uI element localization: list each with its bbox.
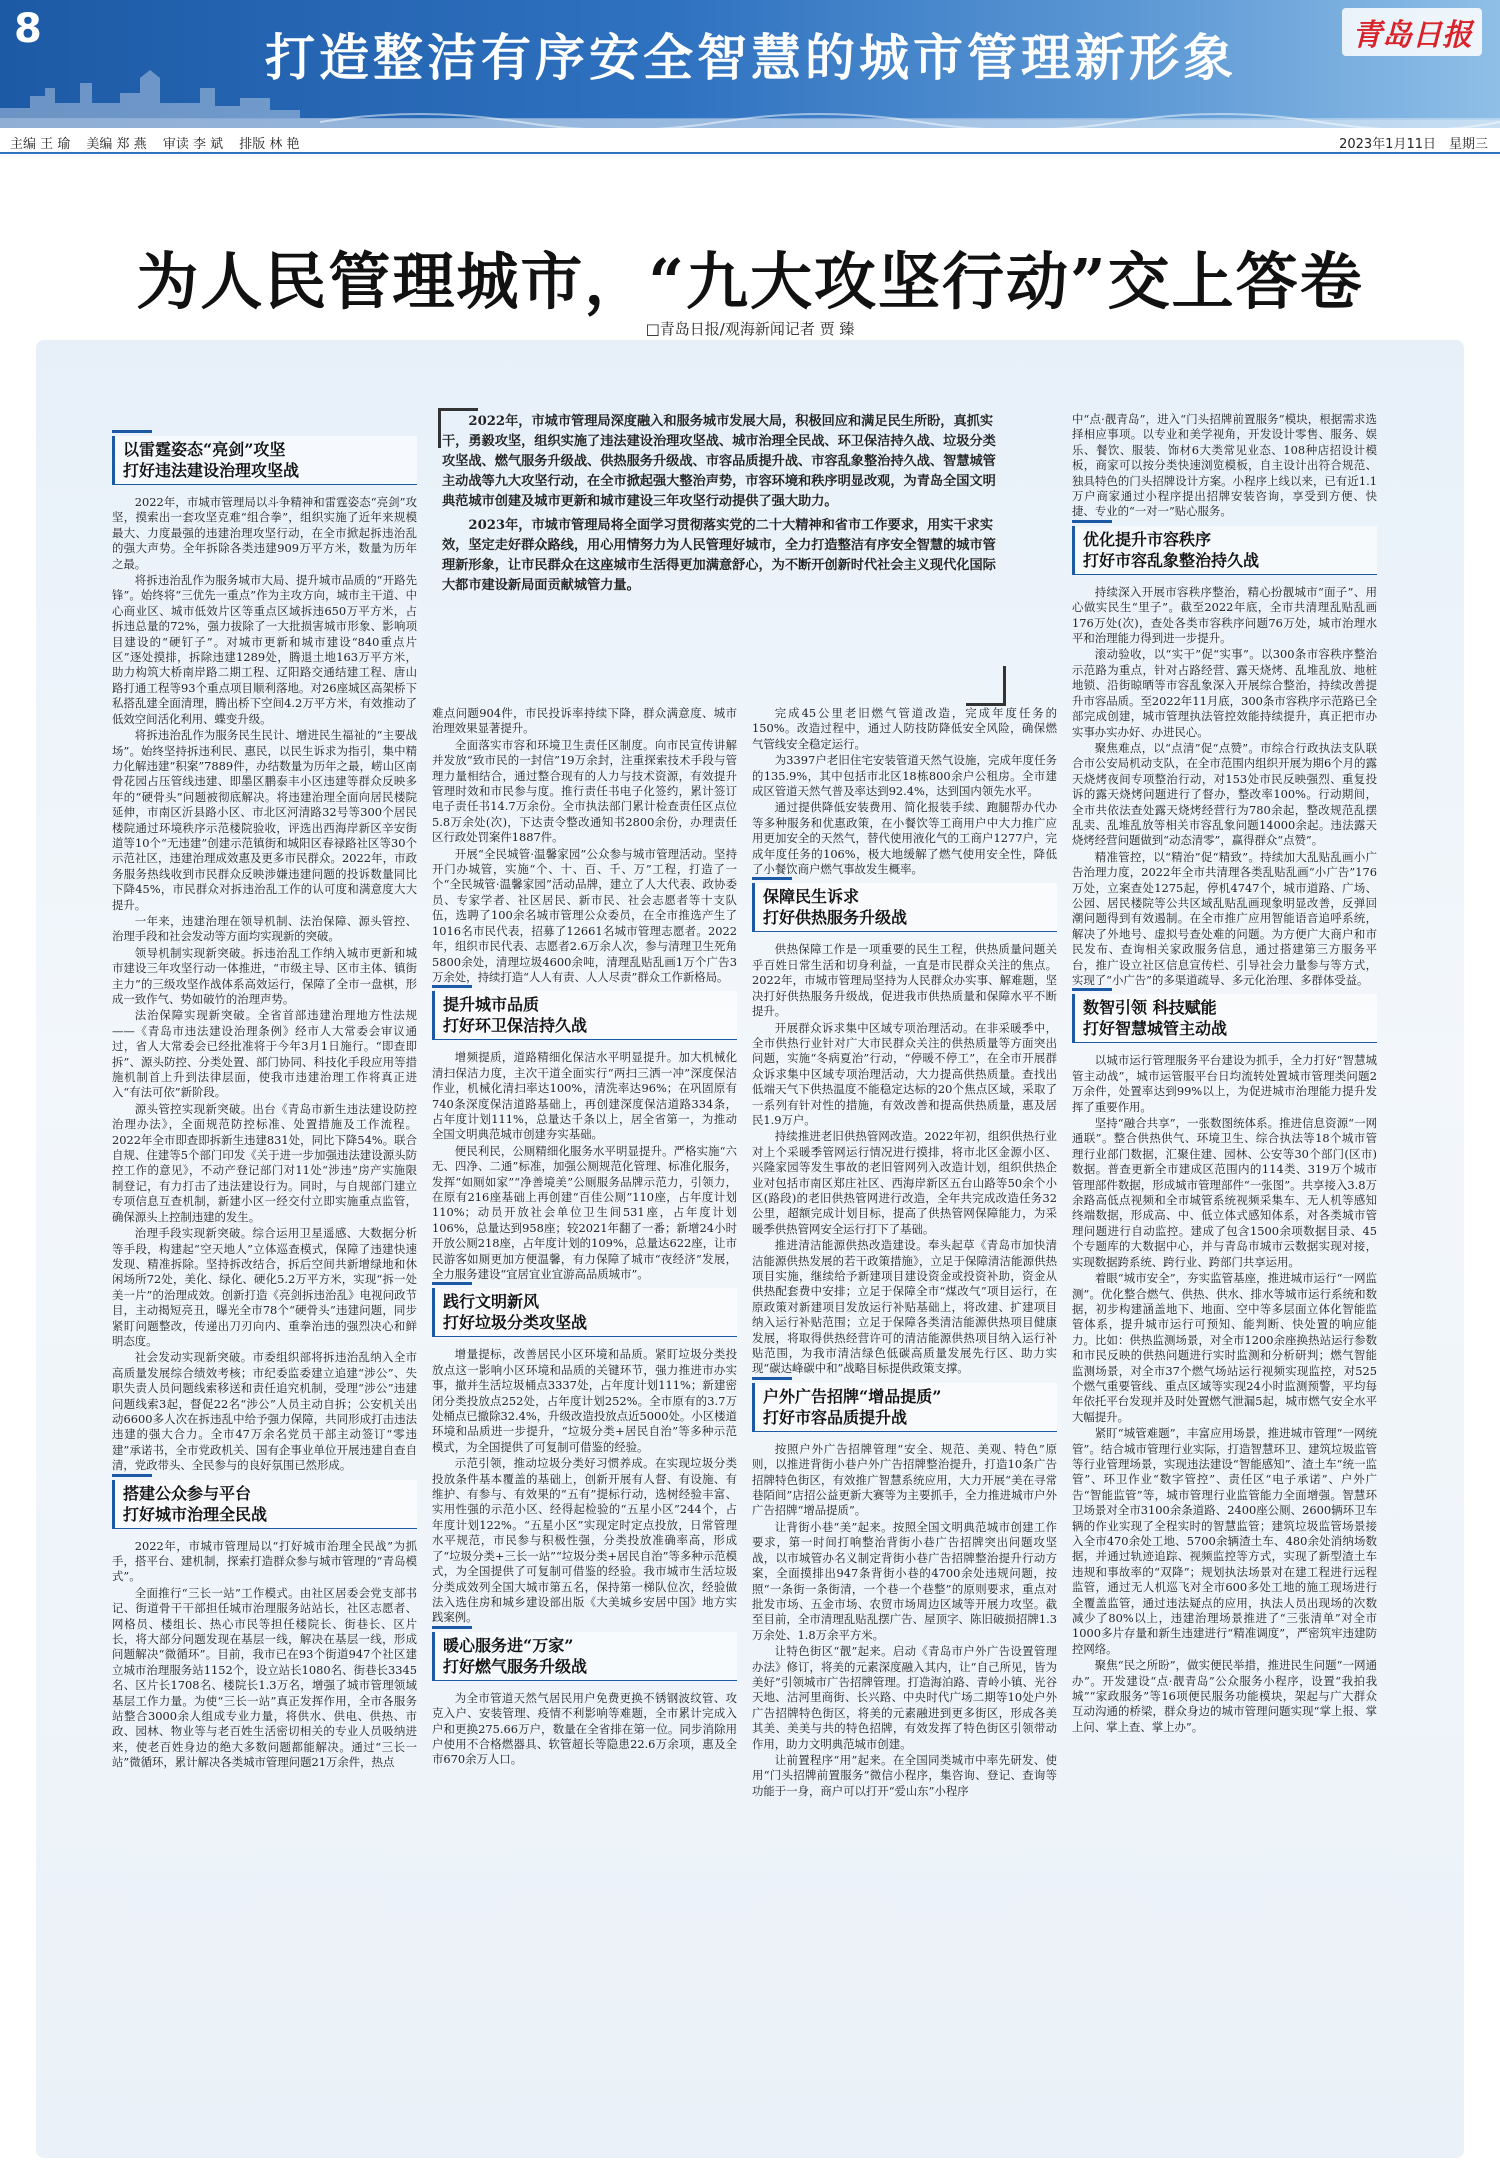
paragraph: 治理手段实现新突破。综合运用卫星遥感、大数据分析等手段，构建起“空天地人”立体巡查模式，保障了违建快速发现、精准拆除。坚持拆改结合，拆后空间共新增绿地和休闲场所72处，美化、绿化、硬化5.2万平方米，实现“拆一处美一片”的治理成效。创新打造《亮剑拆违治乱》电视问政节目，主动揭短亮丑，曝光全市78个“硬骨头”违建问题，同步紧盯问题整改，传递出刀刃向内、重拳治违的强烈决心和鲜明态度。 — [112, 1226, 417, 1348]
paragraph: 难点问题904件，市民投诉率持续下降，群众满意度、城市治理效果显著提升。 — [432, 706, 737, 736]
column-2 — [432, 706, 737, 1769]
paragraph: 以城市运行管理服务平台建设为抓手，全力打好“智慧城管主动战”，城市运管服平台日均流转处置城市管理类问题2万余件，处置率达到99%以上，为促进城市治理能力提升发挥了重要作用。 — [1072, 1053, 1377, 1114]
paragraph: 社会发动实现新突破。市委组织部将拆违治乱纳入全市高质量发展综合绩效考核；市纪委监委建立追建“涉公”、失职失责人员问题线索移送和责任追究机制，受理“涉公”违建问题线索3起，督促22名“涉公”人员主动自拆；公安机关出动6600多人次在拆违乱中给予强力保障，共同形成打击违法违建的强大合力。全市47万余名党员干部主动签订“零违建”承诺书，全市党政机关、国有企事业单位开展违建自查自清，党政带头、全民参与的良好氛围已然形成。 — [112, 1350, 417, 1473]
section-heading — [1072, 994, 1377, 1043]
section-heading — [752, 1383, 1057, 1432]
issue-date: 2023年1月11日 星期三 — [1339, 137, 1488, 152]
paragraph: 聚焦难点，以“点清”促“点赞”。市综合行政执法支队联合市公安局机动支队，在全市范围内组织开展为期6个月的露天烧烤夜间专项整治行动，对153处市民反映强烈、重复投诉的露天烧烤问题进行了督办，整改率100%。行动期间，全市共依法查处露天烧烤经营行为780余起，整改规范乱摆乱卖、乱堆乱放等相关市容乱象问题14000余起。违法露天烧烤经营问题做到“动态清零”，赢得群众“点赞”。 — [1072, 740, 1377, 848]
section-heading-line: 优化提升市容秩序 — [1083, 529, 1212, 549]
paragraph: 便民利民，公厕精细化服务水平明显提升。严格实施“六无、四净、二通”标准，加强公厕规范化管理、标准化服务，发挥“如厕如家”“净善境美”公厕服务品牌示范力，引领力，在原有216座基础上再创建“百佳公厕”110座，占年度计划110%；动员开放社会单位卫生间531座，占年度计划106%，总量达到958座；较2021年翻了一番；新增24小时开放公厕218座，占年度计划的109%，总量达622座，让市民游客如厕更加方便温馨，有力保障了城市“夜经济”发展，全力服务建设“宜居宜业宜游高品质城市”。 — [432, 1143, 737, 1281]
paragraph: 中“点·靓青岛”，进入“门头招牌前置服务”模块，根据需求选择相应事项。以专业和美学视角，开发设计零售、服务、娱乐、餐饮、服装、饰材6大类常见业态、108种店招设计模板，商家可以按分类快速浏览模板，自主设计出符合规范、独具特色的门头招牌设计方案。小程序上线以来，已有近1.1万户商家通过小程序提出招牌安装咨询，享受到方便、快捷、专业的“一对一”贴心服务。 — [1072, 412, 1377, 519]
section-heading — [1072, 526, 1377, 575]
masthead — [0, 0, 1500, 128]
paragraph: 让特色街区“靓”起来。启动《青岛市户外广告设置管理办法》修订，将美的元素深度融入其内，让“自己所见，皆为美好”引领城市广告招牌管理。打造海泊路、青岭小镇、光谷天地、沽河里商街、长兴路、中央时代广场二期等10处户外广告招牌特色街区，将美的元素融进到更多街区，形成各美其美、美美与共的特色招牌，有效发挥了特色街区引领带动作用，助力文明典范城市创建。 — [752, 1644, 1057, 1751]
paragraph: 紧盯“城管难题”，丰富应用场景，推进城市管理“一网统管”。结合城市管理行业实际，打造智慧环卫、建筑垃圾监管等行业管理场景，实现违法建设“智能感知”、渣土车“统一监管”、环卫作业“数字管控”、责任区“电子承诺”、户外广告“智能监管”等，城市管理行业监管能力全面增强。智慧环卫场景对全市3100余条道路、2400座公厕、2600辆环卫车辆的作业实现了全程实时的智慧监管；建筑垃圾监管场景接入全市470余处工地、5700余辆渣土车、480余处消纳场数据，并通过轨迹追踪、视频监控等方式，实现了新型渣土车违规和事故率的“双降”；规划执法场景对在建工程进行远程监管，通过无人机巡飞对全市600多处工地的施工现场进行全覆盖监管，通过违法疑点的应用，执法人员出现场的次数减少了80%以上，违建治理场景推进了“三张清单”对全市1000多片存量和新生违建进行“精准调度”，严密筑牢违建防控网络。 — [1072, 1426, 1377, 1656]
section-heading-line: 打好供热服务升级战 — [763, 908, 908, 928]
paragraph: 为3397户老旧住宅安装管道天然气设施，完成年度任务的135.9%，其中包括市北区18栋800余户公租房。全市建成区管道天然气普及率达到92.4%，达到国内领先水平。 — [752, 753, 1057, 799]
section-heading-line: 打好市容品质提升战 — [763, 1407, 908, 1427]
credit-editor: 主编 王 瑜 — [10, 137, 71, 152]
section-heading — [112, 1480, 417, 1529]
paragraph: 示范引领，推动垃圾分类好习惯养成。在实现垃圾分类投放条件基本覆盖的基础上，创新开展有人督、有设施、有维护、有参与、有效果的“五有”提标行动，选树经验丰富、实用性强的示范小区、经得起检验的“五星小区”244个，占年度计划122%。“五星小区”实现定时定点投放，日常管理水平规范，市民参与积极性强，分类投放准确率高，形成了“垃圾分类+三长一站”“垃圾分类+居民自治”等多种示范模式，为全国提供了可复制可借鉴的经验。我市城市生活垃圾分类成效列全国大城市第五名，保持第一梯队位次，经验做法入选住房和城乡建设部出版《大美城乡安居中国》地方实践案例。 — [432, 1456, 737, 1625]
paragraph: 为全市管道天然气居民用户免费更换不锈钢波纹管、攻克入户、安装管理、疫情不利影响等难题，全市累计完成入户和更换275.66万户，数量在全省排在第一位。同步消除用户使用不合格燃器具、软管超长等隐患22.6万余项，惠及全市670余万人口。 — [432, 1690, 737, 1767]
section-heading-line: 暖心服务进“万家” — [443, 1635, 574, 1655]
paragraph: 增频提质，道路精细化保洁水平明显提升。加大机械化清扫保洁力度，主次干道全面实行“两扫三洒一冲”深度保洁作业，机械化清扫率达100%，清洗率达96%；在巩固原有740条深度保洁道路基础上，再创建深度保洁道路334条，占年度计划111%，总量达千条以上，居全省第一，为推动全国文明典范城市创建夯实基础。 — [432, 1050, 737, 1142]
paragraph: 一年来，违建治理在领导机制、法治保障、源头管控、治理手段和社会发动等方面均实现新的突破。 — [112, 913, 417, 944]
article-headline: 为人民管理城市，“九大攻坚行动”交上答卷 — [136, 245, 1364, 318]
paragraph: 着眼“城市安全”，夯实监管基座，推进城市运行“一网监测”。优化整合燃气、供热、供水、排水等城市运行系统和数据，初步构建涵盖地下、地面、空中等多层面立体化智能监管体系，提升城市运行可预知、能判断、快处置的响应能力。比如：供热监测场景，对全市1200余座换热站运行参数和市民反映的供热问题进行实时监测和分析研判；燃气智能监测场景，对全市37个燃气场站运行视频实现监控，对525个燃气重要管线、重点区域等实现24小时监测预警，平均每年依托平台发现并及时处置燃气泄漏5起，城市燃气安全水平大幅提升。 — [1072, 1271, 1377, 1424]
column-4 — [1072, 412, 1377, 1736]
section-heading-line: 户外广告招牌“增品提质” — [763, 1386, 942, 1406]
section-heading-line: 提升城市品质 — [443, 995, 540, 1015]
paragraph: 持续深入开展市容秩序整治，精心扮靓城市“面子”、用心做实民生“里子”。截至2022年底，全市共清理乱贴乱画176万处(次)，查处各类市容秩序问题76万处，城市治理水平和治理能力得到进一步提升。 — [1072, 584, 1377, 646]
paragraph: 让背街小巷“美”起来。按照全国文明典范城市创建工作要求，第一时间打响整治背街小巷广告招牌突出问题攻坚战，以市城管办名义制定背街小巷广告招牌整治提升行动方案，全面摸排出947条背街小巷的4700余处违规问题，按照“一条街一条街清，一个巷一个巷整”的原则要求，重点对批发市场、五金市场、农贸市场周边区域等开展力攻坚。截至目前，全市清理乱贴乱摆广告、屋顶字、陈旧破损招牌1.3万余处、1.8万余平方米。 — [752, 1519, 1057, 1642]
paragraph: 开展“全民城管·温馨家园”公众参与城市管理活动。坚持开门办城管，实施“个、十、百、千、万”工程，打造了一个“全民城管·温馨家园”活动品牌，建立了人大代表、政协委员、专家学者、社区居民、新市民、社会志愿者等十支队伍，选聘了100余名城市管理公众委员，在全市推选产生了1016名市民代表，招募了12661名城市管理志愿者。2022年，组织市民代表、志愿者2.6万余人次，参与清理卫生死角5800余处，清理垃圾4600余吨，清理乱贴乱画1万个广告3万余处，持续打造“人人有责、人人尽责”群众工作新格局。 — [432, 846, 737, 984]
article-byline: □青岛日报/观海新闻记者 贾 臻 — [645, 320, 855, 338]
paragraph: 坚持“融合共享”，一张数图统体系。推进信息资源“一网通联”。整合供热供气、环境卫生、综合执法等18个城市管理行业部门数据，汇聚住建、园林、公安等30个部门(区市)数据。普查更新全市建成区范围内的114类、319万个城市管理部件数据，形成城市管理部件“一张图”。共享接入3.8万余路高低点视频和全市城管系统视频采集车、无人机等感知终端数据，形成高、中、低立体式感知体系，对各类城市管理问题进行自动监控。建成了包含1500余项数据目录、45个专题库的大数据中心，并与青岛市城市云数据实现对接，实现数据跨系统、跨行业、跨部门共享运用。 — [1072, 1116, 1377, 1269]
section-heading — [112, 436, 417, 485]
section-heading — [432, 991, 737, 1040]
paragraph: 滚动验收，以“实干”促“实事”。以300条市容秩序整治示范路为重点，针对占路经营、露天烧烤、乱堆乱放、地桩地锁、沿街晾晒等市容乱象深入开展综合整治，持续改善提升市容品质。至2022年11月底，300条市容秩序示范路已全部完成创建，城市管理执法管控效能持续提升，真正把市办实事办实办好、办进民心。 — [1072, 647, 1377, 739]
paragraph: 按照户外广告招牌管理“安全、规范、美观、特色”原则，以推进背街小巷户外广告招牌整治提升，打造10条广告招牌特色街区，有效推广智慧系统应用，大力开展“美在寻常巷陌间”店招公益更新大赛等为主要抓手，全力推进城市户外广告招牌“增品提质”。 — [752, 1441, 1057, 1518]
paragraph: 聚焦“民之所盼”，做实便民举措，推进民生问题“一网通办”。开发建设“点·靓青岛”公众服务小程序，设置“我拍我城”“家政服务”等16项便民服务功能模块，架起与广大群众互动沟通的桥梁，群众身边的城市管理问题实现“掌上报、掌上问、掌上查、掌上办”。 — [1072, 1658, 1377, 1734]
editor-credits — [10, 133, 311, 152]
section-heading-line: 打好城市治理全民战 — [123, 1504, 268, 1524]
section-heading-line: 打好燃气服务升级战 — [443, 1656, 588, 1676]
section-heading-line: 打好市容乱象整治持久战 — [1083, 550, 1260, 570]
paragraph: 供热保障工作是一项重要的民生工程，供热质量问题关乎百姓日常生活和切身利益，一直是市民群众关注的焦点。2022年，市城市管理局坚持为人民群众办实事、解难题，坚决打好供热服务升级战，促进我市供热质量和保障水平不断提升。 — [752, 942, 1057, 1019]
section-heading — [432, 1288, 737, 1337]
intro-paragraph: 2022年，市城市管理局深度融入和服务城市发展大局，积极回应和满足民生所盼，真抓实干，勇毅攻坚，组织实施了违法建设治理攻坚战、城市治理全民战、环卫保洁持久战、垃圾分类攻坚战、燃气服务升级战、供热服务升级战、市容品质提升战、市容乱象整治持久战、智慧城管主动战等九大攻坚行动，在全市掀起强大整治声势，市容环境和秩序明显改观，为青岛全国文明典范城市创建及城市更新和城市建设三年攻坚行动提供了强大助力。 — [442, 414, 996, 509]
paragraph: 全面推行“三长一站”工作模式。由社区居委会党支部书记、街道骨干干部担任城市治理服务站站长，社区志愿者、网格员、楼组长、热心市民等担任楼院长、街巷长、区片长，将大部分问题发现在基层一线，解决在基层一线，形成问题解决“微循环”。目前，我市已在93个街道947个社区建立城市治理服务站1152个，设立站长1080名、街巷长3345名、区片长1708名、楼院长1.3万名，增强了城市管理领域基层工作力量。为使“三长一站”真正发挥作用，全市各服务站整合3000余人组成专业力量，将供水、供电、供热、市政、园林、物业等与老百姓生活密切相关的专业人员吸纳进来，使老百姓身边的绝大多数问题都能解决。通过“三长一站”微循环，累计解决各类城市管理问题21万余件，热点 — [112, 1585, 417, 1770]
paragraph: 将拆违治乱作为服务城市大局、提升城市品质的“开路先锋”。始终将“三优先一重点”作为主攻方向，城市主干道、中心商业区、城市低效片区等重点区域拆违650万平方米，占拆违总量的72%，强力拔除了一大批损害城市形象、影响项目建设的“硬钉子”。对城市更新和城市建设“840重点片区”逐处摸排，拆除违建1289处，腾退土地163万平方米，助力构筑大桥南岸路二期工程、辽阳路交通结建工程、唐山路打通工程等93个重点项目顺利落地。对26座城区高架桥下私搭乱建全面清理，腾出桥下空间4.2万平方米，有效推动了低效空间活化利用、蝶变升级。 — [112, 573, 417, 726]
credit-bar — [0, 128, 1500, 154]
article-intro — [442, 412, 1002, 694]
paragraph: 将拆违治乱作为服务民生民计、增进民生福祉的“主要战场”。始终坚持拆违利民、惠民，以民生诉求为指引，集中精力化解违建“积案”7889件，办结数量为历年之最，崂山区南骨花园占压管线违建、即墨区鹏泰丰小区违建等群众反映多年的“硬骨头”问题被彻底解决。将违建治理全面向居民楼院延伸，市南区沂县路小区、市北区河清路32号等300个居民楼院通过环境秩序示范楼院验收，评选出西海岸新区辛安街道等10个“无违建”创建示范镇街和城阳区春禄路社区等30个示范社区，违建治理成效惠及更多市民群众。2022年，市政务服务热线收到市民群众反映涉嫌违建问题的投诉数量同比下降45%，市民群众对拆违治乱工作的认可度和满意度大大提升。 — [112, 728, 417, 912]
section-heading-line: 以雷霆姿态“亮剑”攻坚 — [123, 440, 286, 459]
paragraph: 持续推进老旧供热管网改造。2022年初，组织供热行业对上个采暖季管网运行情况进行摸排，将市北区金源小区、兴隆家园等发生事故的老旧管网列入改造计划，组织供热企业对包括市南区郑庄社区、西海岸新区五台山路等50余个小区(路段)的老旧供热管网进行改造，全年共完成改造任务32公里，超额完成计划目标，提高了供热管网保障能力，为采暖季供热管网安全运行打下了基础。 — [752, 1129, 1057, 1236]
section-heading-line: 打好环卫保洁持久战 — [443, 1016, 588, 1036]
credit-layout: 排版 林 艳 — [239, 137, 300, 152]
paragraph: 法治保障实现新突破。全省首部违建治理地方性法规——《青岛市违法建设治理条例》经市人大常委会审议通过，省人大常委会已经批准将于今年3月1日施行。“即查即拆”、源头防控、分类处置、部门协同、科技化手段应用等措施机制首上升到法律层面，使我市违建治理工作将真正进入“有法可依”新阶段。 — [112, 1008, 417, 1100]
section-heading-line: 保障民生诉求 — [763, 887, 860, 907]
page-section-title: 打造整洁有序安全智慧的城市管理新形象 — [265, 28, 1237, 87]
section-heading — [752, 883, 1057, 932]
section-heading-line: 打好智慧城管主动战 — [1083, 1019, 1228, 1039]
column-3 — [752, 706, 1057, 1800]
section-heading-line: 数智引领 科技赋能 — [1083, 998, 1217, 1018]
paragraph: 2022年，市城市管理局以斗争精神和雷霆姿态“亮剑”攻坚，摸索出一套攻坚克难“组合拳”，组织实施了近年来规模最大、力度最强的违建治理攻坚行动，在全市掀起拆违治乱的强大声势。全年拆除各类违建909万平方米，数量为历年之最。 — [112, 495, 417, 571]
credit-proofreader: 审读 李 斌 — [162, 137, 224, 152]
section-heading-line: 打好垃圾分类攻坚战 — [443, 1313, 588, 1333]
paragraph: 开展群众诉求集中区域专项治理活动。在非采暖季中，全市供热行业针对广大市民群众关注的供热质量等方面突出问题，实施“冬病夏治”行动，“停暖不停工”，在全市开展群众诉求集中区域专项治理活动，大力提高供热质量。查找出低端天气下供热温度不能稳定达标的20个焦点区域，采取了一系列有针对性的措施，有效改善和提高供热质量，惠及居民1.9万户。 — [752, 1020, 1057, 1127]
paragraph: 通过提供降低安装费用、简化报装手续、跑腿帮办代办等多种服务和优惠政策，在小餐饮等工商用户中大力推广应用更加安全的天然气，替代使用液化气的工商户1277户，完成年度任务的106%，极大地缓解了燃气使用安全性，降低了小餐饮商户燃气事故发生概率。 — [752, 800, 1057, 877]
paragraph: 2022年，市城市管理局以“打好城市治理全民战”为抓手，搭平台、建机制，探索打造群众参与城市管理的“青岛模式”。 — [112, 1538, 417, 1584]
paragraph: 源头管控实现新突破。出台《青岛市新生违法建设防控治理办法》，全面规范防控标准、处置措施及工作流程。2022年全市即查即拆新生违建831处，同比下降54%。联合自规、住建等5个部门印发《关于进一步加强违法建设源头防控工作的意见》，不动产登记部门对11处“涉违”房产实施限制登记，有力打击了违法建设行为。同时，与自规部门建立专项信息互查机制，新建小区一经交付立即实施重点监管，确保源头上控制违建的发生。 — [112, 1101, 417, 1224]
section-heading — [432, 1632, 737, 1681]
page-number: 8 — [14, 6, 42, 52]
paragraph: 全面落实市容和环境卫生责任区制度。向市民宣传讲解并发放“致市民的一封信”19万余封，注重探索技术手段与管理力量相结合，通过整合现有的人力与技术资源，有效提升管理时效和市民参与度。推行责任书电子化签约，累计签订电子责任书14.7万余份。全市执法部门累计检查责任区点位5.8万余处(次)，下达责令整改通知书2800余份，办理责任区行政处罚案件1887件。 — [432, 737, 737, 845]
paragraph: 领导机制实现新突破。拆违治乱工作纳入城市更新和城市建设三年攻坚行动一体推进，“市级主导、区市主体、镇街主力”的三级攻坚作战体系高效运行，保障了全市一盘棋，形成一致作气、势如破竹的治理声势。 — [112, 945, 417, 1006]
paragraph: 推进清洁能源供热改造建设。奉头起草《青岛市加快清洁能源供热发展的若干政策措施》，立足于保障清洁能源供热项目实施，继续给予新建项目建设资金或投资补助，资金从供热配套费中安排；立足于保障全市“煤改气”项目运行，在原政策对新建项目发放运行补贴基础上，将改建、扩建项目纳入运行补贴范围；立足于保障各类清洁能源供热项目健康发展，将取得供热经营许可的清洁能源供热项目纳入运行补贴范围，为我市清洁绿色低碳高质量发展先行区、助力实现“碳达峰碳中和”战略目标提供政策支撑。 — [752, 1238, 1057, 1376]
section-heading-line: 搭建公众参与平台 — [123, 1483, 252, 1503]
section-heading-line: 践行文明新风 — [443, 1292, 540, 1312]
section-heading-line: 打好违法建设治理攻坚战 — [123, 461, 300, 480]
newspaper-logo: 青岛日报 — [1342, 8, 1482, 56]
intro-paragraph: 2023年，市城市管理局将全面学习贯彻落实党的二十大精神和省市工作要求，用实干求实效，坚定走好群众路线，用心用情努力为人民管理好城市，全力打造整洁有序安全智慧的城市管理新形象，让市民群众在这座城市生活得更加满意舒心，为不断开创新时代社会主义现代化国际大都市建设新局面贡献城管力量。 — [442, 518, 996, 593]
paragraph: 完成45公里老旧燃气管道改造，完成年度任务的150%。改造过程中，通过人防技防降低安全风险，确保燃气管线安全稳定运行。 — [752, 706, 1057, 751]
paragraph: 让前置程序“用”起来。在全国同类城市中率先研发、使用“门头招牌前置服务”微信小程序，集咨询、登记、查询等功能于一身，商户可以打开“爱山东”小程序 — [752, 1752, 1057, 1798]
paragraph: 精准管控，以“精治”促“精致”。持续加大乱贴乱画小广告治理力度，2022年全市共清理各类乱贴乱画“小广告”176万处，立案查处1275起，停机4747个，城市道路、广场、公园、居民楼院等公共区域乱贴乱画现象明显改善，反弹回潮问题得到有效遏制。在全市推广应用智能语音追呼系统，解决了外地号、虚拟号查处难的问题。为方便广大商户和市民发布、查询相关家政服务信息，通过搭建第三方服务平台，推广设立社区信息宣传栏、引导社会力量参与等方式，实现了“小广告”的多渠道疏导、多元化治理、多群体受益。 — [1072, 849, 1377, 987]
credit-art-editor: 美编 郑 燕 — [86, 137, 147, 152]
column-1 — [112, 430, 417, 1772]
paragraph: 增量提标，改善居民小区环境和品质。紧盯垃圾分类投放点这一影响小区环境和品质的关键环节，强力推进市办实事，撤并生活垃圾桶点3337处，占年度计划111%；新建密闭分类投放点252处，占年度计划252%。全市原有的3.7万处桶点已撤除32.4%，升级改造投放点近5000处。小区楼道环境和品质进一步提升，“垃圾分类+居民自治”等多种示范模式，为全国提供了可复制可借鉴的经验。 — [432, 1347, 737, 1454]
